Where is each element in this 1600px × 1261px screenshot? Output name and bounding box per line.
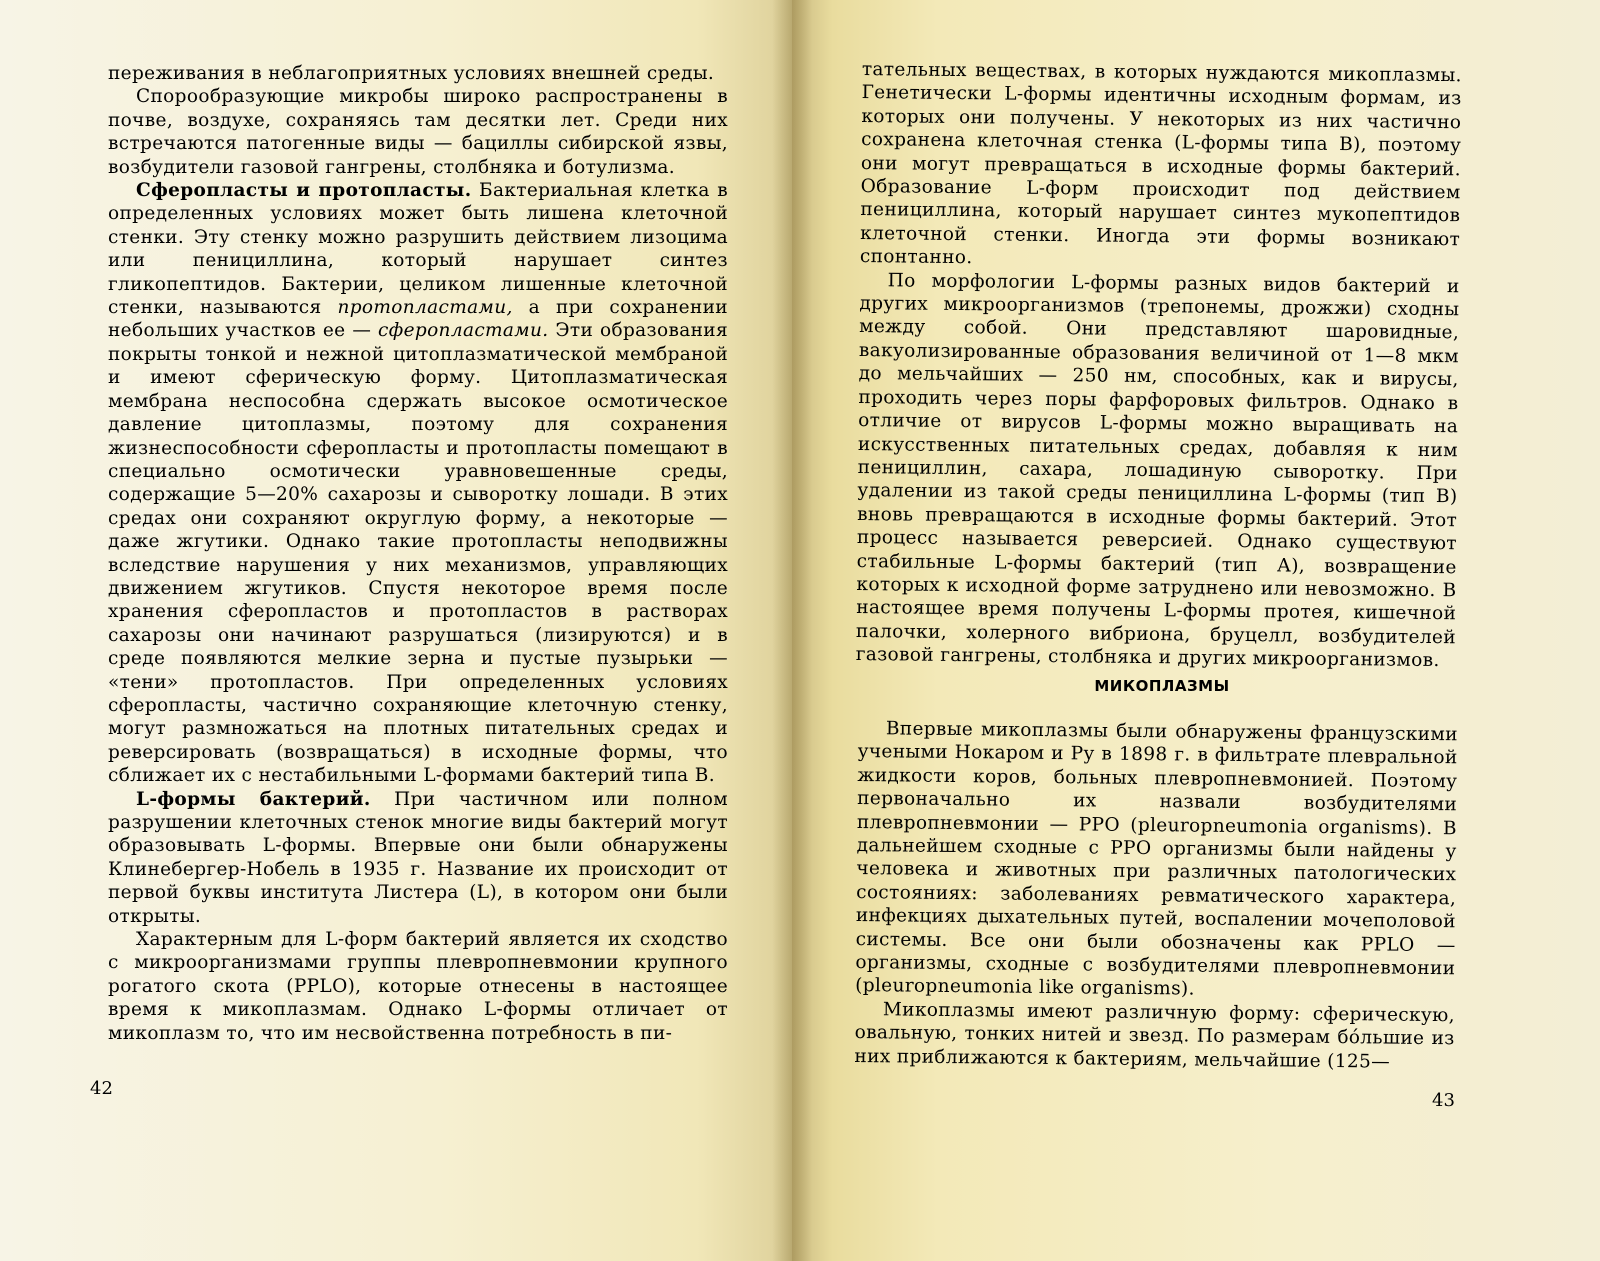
bold-run: Сферопласты и протопласты.	[136, 180, 472, 202]
section-heading: МИКОПЛАЗМЫ	[1094, 677, 1230, 695]
right-page-text-bottom	[854, 717, 1458, 1074]
text-run: тательных веществах, в которых нуждаются микоплазмы. Генетически L-формы идентичны исходным формам, из которых они получены. У некоторых из них частично сохранена клеточная стенка (L-формы типа В), поэтому они могут превращаться в исходные формы бактерий. Образование L-форм происходит под действием пенициллина, который нарушает синтез мукопептидов клеточной стенки. Иногда эти формы возникают спонтанно.	[859, 58, 1462, 269]
text-run: При частичном или полном разрушении клеточных стенок многие виды бактерий могут образовывать L-формы. Впервые они были обнаружены Клинебергер-Нобель в 1935 г. Название их происходит от первой буквы института Листера (L), в котором они были открыты.	[108, 788, 728, 927]
text-run: Эти образования покрыты тонкой и нежной цитоплазматической мембраной и имеют сферическую форму. Цитоплазматическая мембрана неспособна сдержать высокое осмотическое давление цитоплазмы, поэтому для сохранения жизнеспособности сферопласты и протопласты помещают в специально осмотически уравновешенные среды, содержащие 5—20% сахарозы и сыворотку лошади. В этих средах они сохраняют округлую форму, а некоторые — даже жгутики. Однако такие протопласты неподвижны вследствие нарушения у них механизмов, управляющих движением жгутиков. Спустя некоторое время после хранения сферопластов и протопластов в растворах сахарозы они начинают разрушаться (лизируются) и в среде появляются мелкие зерна и пустые пузырьки — «тени» протопластов. При определенных условиях сферопласты, частично сохраняющие клеточную стенку, могут размножаться на плотных питательных средах и реверсировать (возвращаться) в исходные формы, что сближает их с нестабильными L-формами бактерий типа В.	[108, 320, 728, 787]
paragraph	[855, 717, 1458, 1004]
bold-run: L-формы бактерий.	[136, 788, 371, 810]
text-run: Впервые микоплазмы были обнаружены французскими учеными Нокаром и Ру в 1898 г. в фильтрате плевральной жидкости коров, больных плевропневмонией. Поэтому первоначально их назвали возбудителями плевропневмонии — PPO (pleuropneumonia organisms). В дальнейшем сходные с PPO организмы были найдены у человека и животных при различных патологических состояниях: заболеваниях ревматического характера, инфекциях дыхательных путей, воспалении мочеполовой системы. Все они были обозначены как PPLO — организмы, сходные с возбудителями плевропневмонии (pleuropneumonia like organisms).	[855, 718, 1458, 1001]
text-run: Характерным для L-форм бактерий является их сходство с микроорганизмами группы плевропневмонии крупного рогатого скота (PPLO), которые отнесены в настоящее время к микоплазмам. Однако L-формы отличает от микоплазм то, что им несвойственна потребность в пи-	[108, 929, 728, 1044]
paragraph	[108, 179, 728, 788]
paragraph	[854, 998, 1455, 1074]
text-run: По морфологии L-формы разных видов бактерий и других микроорганизмов (трепонемы, дрожжи) сходны между собой. Они представляют шаровидные, вакуолизированные образования величиной от 1—8 мкм до мельчайших — 250 нм, способных, как и вирусы, проходить через поры фарфоровых фильтров. Однако в отличие от вирусов L-формы можно выращивать на искусственных питательных средах, добавляя к ним пенициллин, сахара, лошадиную сыворотку. При удалении из такой среды пенициллина L-формы (тип В) вновь превращаются в исходные формы бактерий. Этот процесс называется реверсией. Однако существуют стабильные L-формы бактерий (тип А), возвращение которых к исходной форме затруднено или невозможно. В настоящее время получены L-формы протея, кишечной палочки, холерного вибриона, бруцелл, возбудителей газовой гангрены, столбняка и других микроорганизмов.	[855, 269, 1460, 672]
paragraph	[108, 62, 728, 85]
text-run: Спорообразующие микробы широко распространены в почве, воздухе, сохраняясь там десятки лет. Среди них встречаются патогенные виды — бациллы сибирской язвы, возбудители газовой гангрены, столбняка и ботулизма.	[108, 86, 728, 178]
text-run: Микоплазмы имеют различную форму: сферическую, овальную, тонких нитей и звезд. По размерам бо́льшие из них приближаются к бактериям, мельчайшие (125—	[854, 999, 1456, 1073]
paragraph	[856, 269, 1460, 673]
text-run: переживания в неблагоприятных условиях внешней среды.	[108, 63, 715, 84]
italic-run: сферопластами.	[378, 320, 549, 342]
paragraph	[108, 928, 728, 1045]
left-page-text	[108, 62, 728, 1045]
text-run: Бактериальная клетка в определенных условиях может быть лишена клеточной стенки. Эту стенку можно разрушить действием лизоцима или пенициллина, который нарушает синтез гликопептидов. Бактерии, целиком лишенные клеточной стенки, называются	[108, 180, 729, 319]
paragraph	[860, 58, 1462, 275]
paragraph	[108, 85, 728, 179]
right-page-text-top	[856, 58, 1462, 673]
page-number-right: 43	[1432, 1090, 1455, 1111]
page-number-left: 42	[90, 1078, 113, 1099]
italic-run: протопластами,	[337, 297, 513, 319]
paragraph	[108, 788, 728, 928]
text-run: а при сохранении небольших участков ее —	[108, 297, 728, 342]
book-gutter	[772, 0, 812, 1261]
